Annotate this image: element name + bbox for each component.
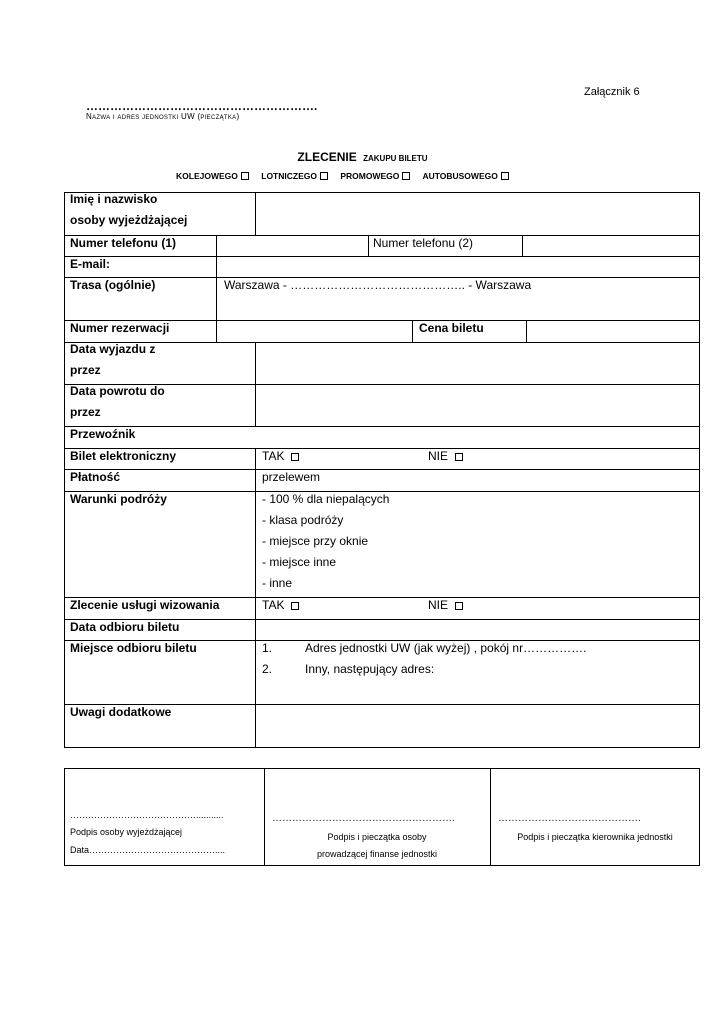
traveler-date-line[interactable]: Data…………………………………….... (70, 845, 226, 855)
visa-yes-option[interactable]: TAK (262, 598, 299, 612)
condition-item[interactable]: - miejsce przy oknie (262, 534, 369, 548)
pickup-date-field[interactable] (256, 620, 699, 640)
head-signature-caption: Podpis i pieczątka kierownika jednostki (517, 832, 673, 842)
name-field[interactable] (256, 193, 699, 235)
border (699, 192, 700, 748)
name-label-line1: Imię i nazwisko (70, 192, 158, 206)
departure-label-line2: przez (70, 363, 101, 377)
email-label: E-mail: (70, 257, 111, 271)
finance-signature-line[interactable]: ………………………………………………. (272, 813, 455, 824)
conditions-label: Warunki podróży (70, 492, 167, 506)
route-label: Trasa (ogólnie) (70, 278, 156, 292)
price-label: Cena biletu (419, 321, 484, 335)
checkbox-icon[interactable] (501, 172, 509, 180)
border (64, 747, 700, 748)
email-field[interactable] (217, 257, 699, 277)
checkbox-icon[interactable] (455, 602, 463, 610)
carrier-field[interactable] (217, 427, 699, 448)
attachment-number: Załącznik 6 (584, 86, 640, 98)
border (64, 192, 65, 748)
checkbox-icon[interactable] (241, 172, 249, 180)
name-label-line2: osoby wyjeżdżającej (70, 213, 188, 227)
ticket-type-bus[interactable]: AUTOBUSOWEGO (422, 171, 508, 181)
checkbox-icon[interactable] (291, 602, 299, 610)
price-field[interactable] (527, 321, 699, 342)
reservation-field[interactable] (217, 321, 412, 342)
eticket-label: Bilet elektroniczny (70, 449, 177, 463)
document-title (0, 150, 725, 164)
carrier-label: Przewoźnik (70, 427, 136, 441)
traveler-signature-caption: Podpis osoby wyjeżdżającej (70, 827, 183, 837)
column-divider (412, 320, 413, 342)
notes-label: Uwagi dodatkowe (70, 705, 172, 719)
column-divider (490, 768, 491, 866)
return-label-line1: Data powrotu do (70, 384, 165, 398)
border (64, 865, 700, 866)
ticket-type-ferry[interactable]: PROMOWEGO (340, 171, 410, 181)
finance-signature-caption-2: prowadzącej finanse jednostki (316, 849, 438, 859)
finance-signature-caption-1: Podpis i pieczątka osoby (327, 832, 427, 842)
condition-item[interactable]: - inne (262, 576, 293, 590)
visa-no-option[interactable]: NIE (428, 598, 463, 612)
condition-item[interactable]: - 100 % dla niepalących (262, 492, 390, 506)
notes-field[interactable] (256, 705, 699, 747)
ticket-type-options (176, 171, 519, 181)
eticket-yes-option[interactable]: TAK (262, 449, 299, 463)
pickup-option-2[interactable]: 2. Inny, następujący adres: (262, 662, 435, 676)
ticket-order-form (64, 192, 700, 748)
visa-label: Zlecenie usługi wizowania (70, 598, 220, 612)
organization-dotted-line: …………………………………………………. (86, 99, 318, 113)
pickup-date-label: Data odbioru biletu (70, 620, 180, 634)
phone1-label: Numer telefonu (1) (70, 236, 177, 250)
organization-caption: Nazwa i adres jednostki UW (pieczątka) (86, 112, 240, 121)
row-divider (64, 469, 700, 470)
signature-table (64, 768, 700, 866)
return-field[interactable] (256, 385, 699, 426)
checkbox-icon[interactable] (291, 453, 299, 461)
checkbox-icon[interactable] (320, 172, 328, 180)
reservation-label: Numer rezerwacji (70, 321, 170, 335)
payment-label: Płatność (70, 470, 121, 484)
departure-label-line1: Data wyjazdu z (70, 342, 156, 356)
phone2-field[interactable] (523, 236, 699, 256)
border (64, 768, 65, 866)
phone1-field[interactable] (217, 236, 368, 256)
pickup-option-1[interactable]: 1. Adres jednostki UW (jak wyżej) , pokój nr……………. (262, 641, 587, 655)
departure-field[interactable] (256, 343, 699, 384)
border (64, 768, 700, 769)
eticket-no-option[interactable]: NIE (428, 449, 463, 463)
column-divider (255, 448, 256, 748)
return-label-line2: przez (70, 405, 101, 419)
border (699, 768, 700, 866)
route-value[interactable]: Warszawa - …………………………………….. - Warszawa (224, 278, 532, 292)
pickup-place-label: Miejsce odbioru biletu (70, 641, 197, 655)
head-signature-line[interactable]: ……………………………………. (498, 813, 641, 824)
checkbox-icon[interactable] (402, 172, 410, 180)
title-sub: ZAKUPU BILETU (363, 154, 428, 163)
ticket-type-air[interactable]: LOTNICZEGO (261, 171, 328, 181)
phone2-label: Numer telefonu (2) (373, 236, 474, 250)
payment-value: przelewem (262, 470, 321, 484)
traveler-signature-line[interactable]: ……………………………………........... (70, 810, 224, 820)
column-divider (368, 235, 369, 256)
condition-item[interactable]: - miejsce inne (262, 555, 337, 569)
title-main: ZLECENIE (297, 150, 357, 164)
ticket-type-rail[interactable]: KOLEJOWEGO (176, 171, 249, 181)
condition-item[interactable]: - klasa podróży (262, 513, 344, 527)
checkbox-icon[interactable] (455, 453, 463, 461)
